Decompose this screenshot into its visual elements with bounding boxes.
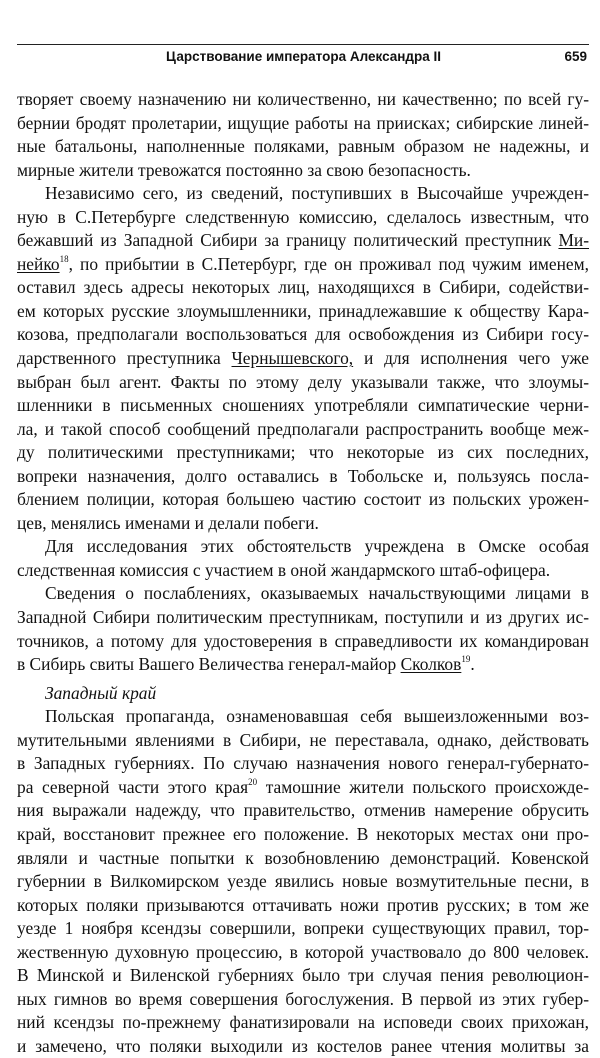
paragraph-western-region [17,705,589,1058]
text-line [17,253,589,277]
text-line: вопреки назначения, долго оставались в Тобольске и, пользуясь посла- [17,465,589,486]
text-line: шленники в письменных сношениях употребляли симпатические черни- [17,395,589,416]
footnote-ref-18[interactable]: 18 [59,254,69,265]
page-number: 659 [564,49,587,64]
text-span: тамошние жители польского происхожде- [265,776,589,797]
text-line: ний ксендзы по-прежнему фанатизировали на исповеди своих прихожан, [17,1012,589,1033]
body-text [17,88,589,1058]
text-span: ра северной части этого края [17,776,249,797]
paragraph-omsk [17,535,589,582]
text-line: блением полиции, которая большею частию состоит из польских урожен- [17,489,589,510]
text-line [17,653,589,677]
text-span: , по прибытии в С.Петербург, где он проживал под чужим именем, [68,253,589,274]
text-line: ем которых русские злоумышленники, принадлежавшие к обществу Кара- [17,300,589,321]
text-line: ла, и такой способ сообщений предполагали распространить вообще меж- [17,418,589,439]
text-line: козова, предполагали воспользоваться для освобождения из Сибири госу- [17,324,589,345]
text-line: и замечено, что поляки выходили из костелов ранее чтения молитвы за [17,1035,589,1056]
text-line: являли и частные попытки к возобновлению демонстраций. Ковенской [17,847,589,868]
text-span: дарственного преступника [17,348,221,369]
text-span: в Сибирь свиты Вашего Величества генерал-майор [17,654,397,675]
paragraph-skolkov [17,582,589,676]
text-line: творяет своему назначению ни количественно, ни качественно; по всей гу- [17,89,589,109]
text-line: жественную духовную процессию, в которой участвовало до 800 человек. [17,941,589,962]
text-line: выбран был агент. Факты по этому делу указывали также, что злоумы- [17,371,589,392]
text-line: мирные жители тревожатся постоянно за свою безопасность. [17,159,471,180]
name-link-mineyko-cont[interactable]: нейко [17,253,60,274]
text-line: Для исследования этих обстоятельств учреждена в Омске особая [45,536,589,557]
text-line: Западной Сибири политическим преступникам, поступили и из других ис- [17,607,589,628]
text-span: и для исполнения чего уже [363,348,589,369]
header-rule [17,44,589,45]
text-line: которых поляки призываются оттачивать ножи против русских; в том же [17,894,589,915]
paragraph-continuation [17,88,589,182]
text-line: уезде 1 ноября ксендзы совершили, вопреки существующих правил, тор- [17,918,589,939]
text-line: Независимо сего, из сведений, поступивших в Высочайше учрежден- [45,183,589,204]
text-line: мутительными явлениями в Сибири, не переставала, однако, действовать [17,729,589,750]
text-line: край, восстановит прежнее его положение. В некоторых местах они про- [17,823,589,844]
text-line [17,229,589,253]
text-line [17,776,589,800]
text-line: следственная комиссия с участием в оной жандармского штаб-офицера. [17,559,551,580]
text-line: бернии бродят пролетарии, ищущие работы на приисках; сибирские линей- [17,112,589,133]
name-link-mineyko[interactable]: Ми- [558,230,589,251]
text-line: В Минской и Виленской губерниях было три случая пения революцион- [17,965,589,986]
footnote-ref-20[interactable]: 20 [248,777,258,788]
name-link-chernyshevsky[interactable]: Чернышевского, [231,348,354,369]
text-line: ную в С.Петербурге следственную комиссию, сделалось известным, что [17,206,589,227]
text-line: Польская пропаганда, ознаменовавшая себя вышеизложенными воз- [45,706,589,727]
text-span: . [470,654,475,675]
text-line: цев, менялись именами и делали побеги. [17,512,319,533]
text-line: ния выражали надежду, что правительство, отменив намерение обрусить [17,800,589,821]
footnote-ref-19[interactable]: 19 [461,654,471,665]
paragraph-commission [17,182,589,535]
name-link-skolkov[interactable]: Сколков [400,654,462,675]
text-line [17,347,589,371]
text-line: в Западных губерниях. По случаю назначения нового генерал-губернато- [17,753,589,774]
text-line: губернии в Вилкомирском уезде явились новые возмутительные песни, в [17,871,589,892]
text-line: ные батальоны, наполненные поляками, равным образом не надежны, и [17,136,589,157]
section-heading: Западный край [45,682,157,703]
text-line: ных гимнов во время совершения богослужения. В первой из этих губер- [17,988,589,1009]
text-span: бежавший из Западной Сибири за границу политический преступник [17,230,552,251]
text-line: точников, а потому для удостоверения в справедливости их командирован [17,630,589,651]
text-line: оставил здесь адресы некоторых лиц, находящихся в Сибири, содействи- [17,277,589,298]
running-title: Царствование императора Александра II [166,49,441,64]
running-header [17,49,589,69]
text-line: ду политическими преступниками; что некоторые из сих последних, [17,442,589,463]
text-line: Сведения о послаблениях, оказываемых начальствующими лицами в [45,583,589,604]
